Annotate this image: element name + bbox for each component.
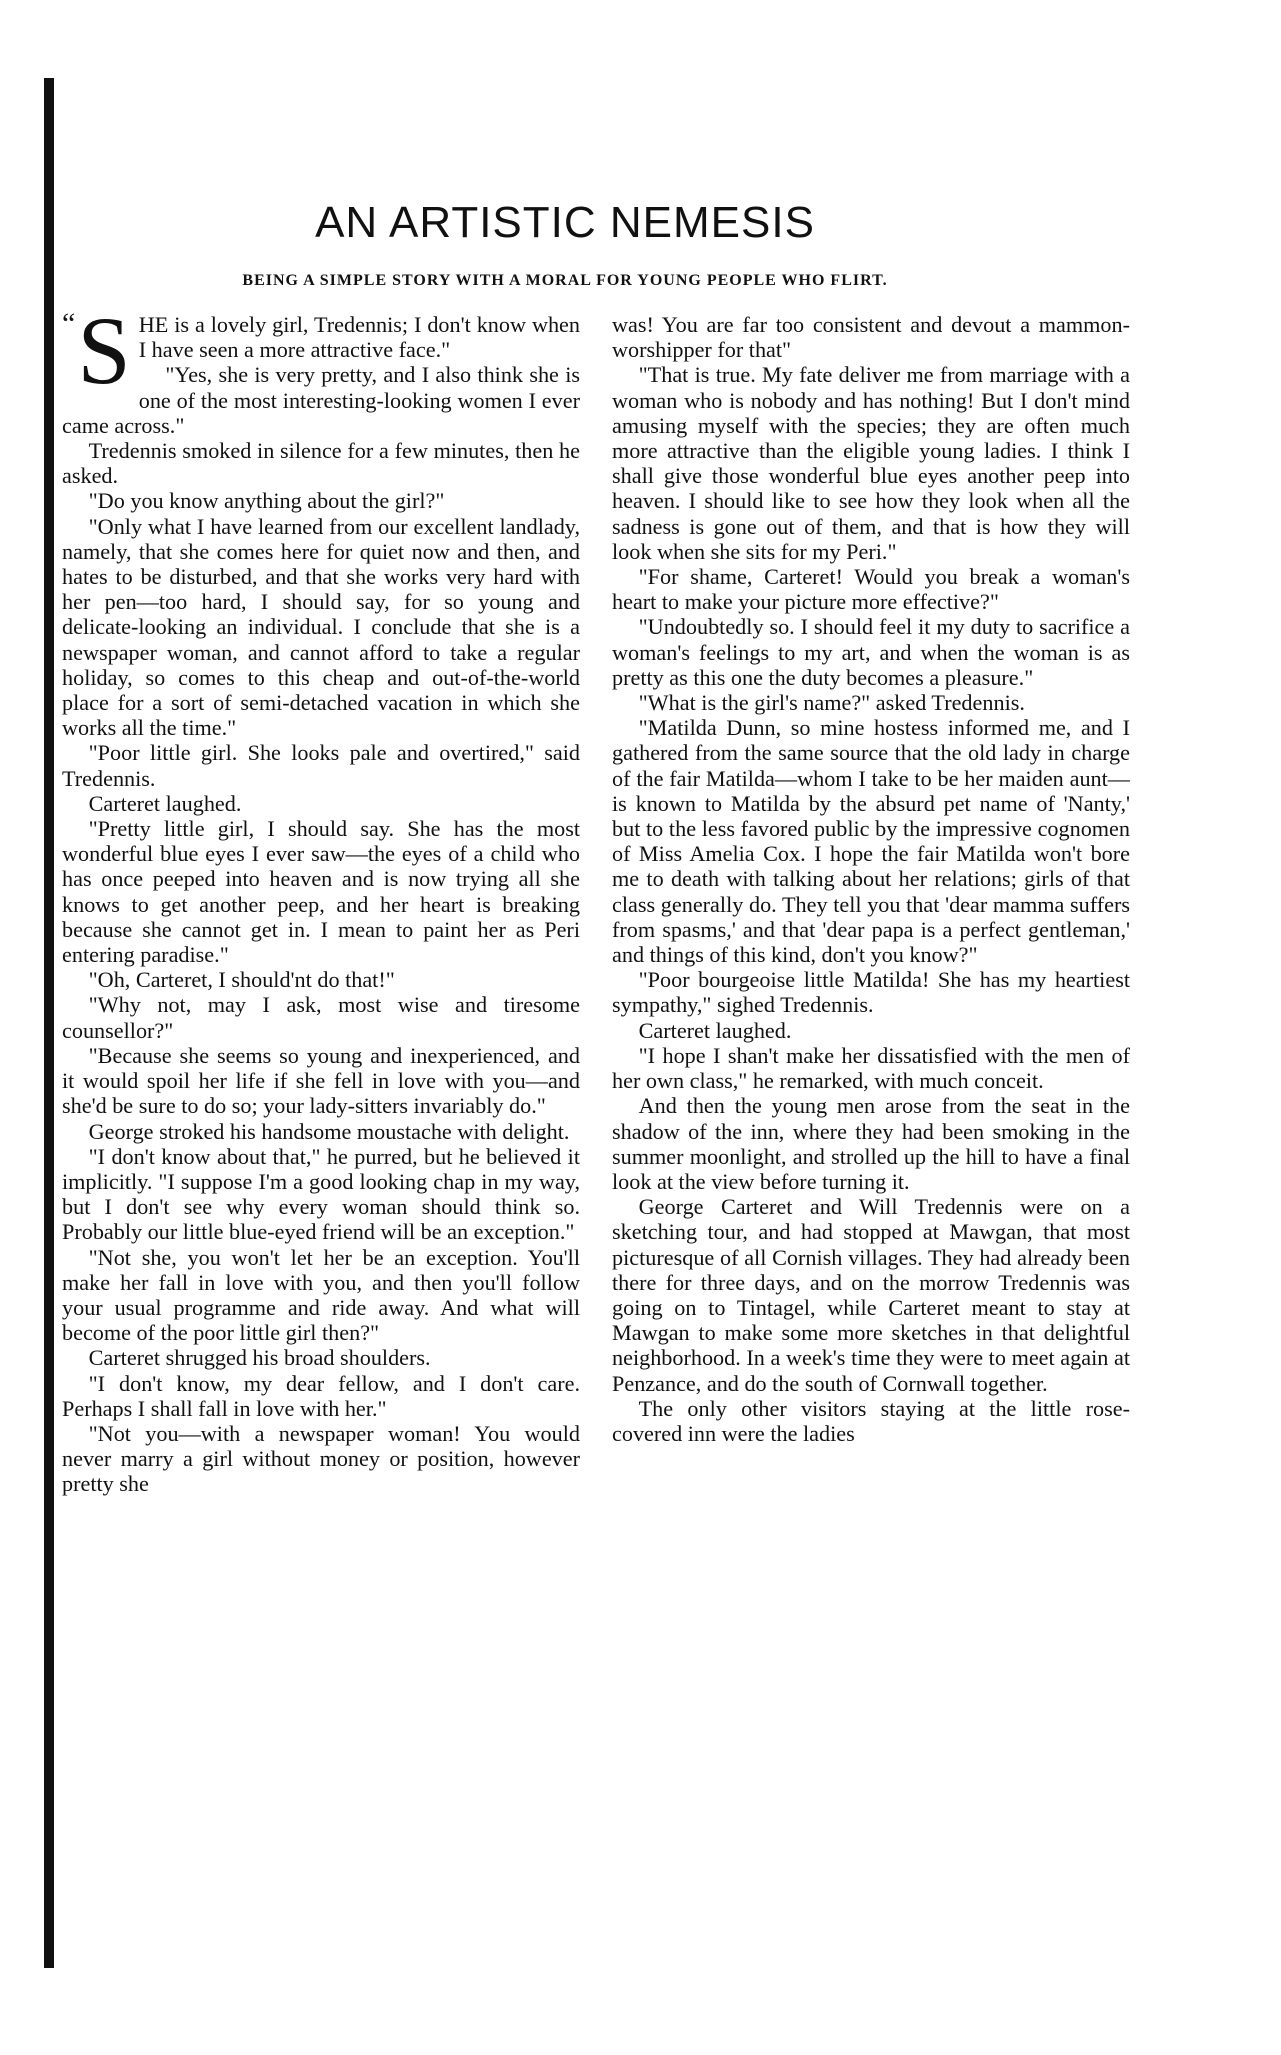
paragraph: was! You are far too consistent and devout a mammon-worshipper for that" <box>612 312 1130 363</box>
paragraph: George stroked his handsome moustache with delight. <box>88 1118 570 1144</box>
paragraph: "Do you know anything about the girl?" <box>88 488 445 514</box>
paragraph: "Not you—with a newspaper woman! You would never marry a girl without money or position, however pretty she <box>62 1420 580 1497</box>
paragraph: Carteret laughed. <box>638 1017 792 1043</box>
paragraph: "I hope I shan't make her dissatisfied with the men of her own class," he remarked, with much conceit. <box>612 1042 1130 1094</box>
paragraph: "For shame, Carteret! Would you break a woman's heart to make your picture more effective?" <box>612 564 1130 615</box>
paragraph: The only other visitors staying at the little rose-covered inn were the ladies <box>612 1395 1130 1446</box>
paragraph: "Yes, she is very pretty, and I also think she is one of the most interesting-looking women I ever came across." <box>62 362 580 438</box>
paragraph: Carteret shrugged his broad shoulders. <box>88 1345 431 1371</box>
paragraph: "Because she seems so young and inexperienced, and it would spoil her life if she fell in love with you—and she'd be sure to do so; your lady-sitters invariably do." <box>62 1042 580 1119</box>
paragraph: Tredennis smoked in silence for a few minutes, then he asked. <box>62 438 580 489</box>
paragraph: "Why not, may I ask, most wise and tiresome counsellor?" <box>62 992 580 1043</box>
article-title: AN ARTISTIC NEMESIS <box>315 198 815 247</box>
paragraph: "Not she, you won't let her be an exception. You'll make her fall in love with you, and then you'll follow your usual programme and ride away. And what will become of the poor little girl then?" <box>62 1244 580 1346</box>
paragraph: "I don't know about that," he purred, but he believed it implicitly. "I suppose I'm a good looking chap in my way, but I don't see why every woman should think so. Probably our little blue-eyed friend will be an exception." <box>62 1143 580 1245</box>
paragraph: "Poor bourgeoise little Matilda! She has my heartiest sympathy," sighed Tredennis. <box>612 967 1130 1018</box>
margin-bar <box>44 78 54 1968</box>
paragraph: "I don't know, my dear fellow, and I don't care. Perhaps I shall fall in love with her." <box>62 1370 580 1421</box>
paragraph: "That is true. My fate deliver me from marriage with a woman who is nobody and has nothing! But I don't mind amusing myself with the species; they are often much more attractive than the eligible young ladies. I think I shall give those wonderful blue eyes another peep into heaven. I should like to see how they look when all the sadness is gone out of them, and that is how they will look when she sits for my Peri." <box>612 362 1130 564</box>
paragraph: And then the young men arose from the seat in the shadow of the inn, where they had been smoking in the summer moonlight, and strolled up the hill to have a final look at the view before turning it. <box>612 1093 1130 1194</box>
paragraph: "Only what I have learned from our excellent landlady, namely, that she comes here for quiet now and then, and hates to be disturbed, and that she works very hard with her pen—too hard, I should say, for so young and delicate-looking an individual. I conclude that she is a newspaper woman, and cannot afford to take a regular holiday, so comes to this cheap and out-of-the-world place for a sort of semi-detached vacation in which she works all the time." <box>62 513 580 741</box>
paragraph: "Matilda Dunn, so mine hostess informed me, and I gathered from the same source that the old lady in charge of the fair Matilda—whom I take to be her maiden aunt—is known to Matilda by the absurd pet name of 'Nanty,' but to the less favored public by the impressive cognomen of Miss Amelia Cox. I hope the fair Matilda won't bore me to death with talking about her relations; girls of that class generally do. They tell you that 'dear mamma suffers from spasms,' and that 'dear papa is a perfect gentleman,' and things of this kind, don't you know?" <box>612 715 1130 968</box>
paragraph: George Carteret and Will Tredennis were on a sketching tour, and had stopped at Mawgan, that most picturesque of all Cornish villages. They had already been there for three days, and on the morrow Tredennis was going on to Tintagel, while Carteret meant to stay at Mawgan to make some more sketches in that delightful neighborhood. In a week's time they were to meet again at Penzance, and do the south of Cornwall together. <box>612 1194 1130 1396</box>
article-subtitle: BEING A SIMPLE STORY WITH A MORAL FOR YOUNG PEOPLE WHO FLIRT. <box>242 272 888 289</box>
paragraph-text: HE is a lovely girl, Tredennis; I don't know when I have seen a more attractive face." <box>138 312 580 363</box>
right-column <box>612 312 1130 1972</box>
paragraph: "Poor little girl. She looks pale and overtired," said Tredennis. <box>62 740 580 791</box>
open-quote: “ <box>62 312 76 340</box>
left-column <box>62 312 580 1972</box>
paragraph: "Pretty little girl, I should say. She has the most wonderful blue eyes I ever saw—the eyes of a child who has once peeped into heaven and is now trying all she knows to get another peep, and her heart is breaking because she cannot get in. I mean to paint her as Peri entering paradise." <box>62 816 580 968</box>
paragraph: Carteret laughed. <box>88 790 242 816</box>
paragraph: "Undoubtedly so. I should feel it my duty to sacrifice a woman's feelings to my art, and when the woman is as pretty as this one the duty becomes a pleasure." <box>612 614 1130 690</box>
drop-cap: S <box>77 312 131 404</box>
paragraph: "Oh, Carteret, I should'nt do that!" <box>88 967 395 993</box>
paragraph: "What is the girl's name?" asked Tredennis. <box>638 690 1025 716</box>
